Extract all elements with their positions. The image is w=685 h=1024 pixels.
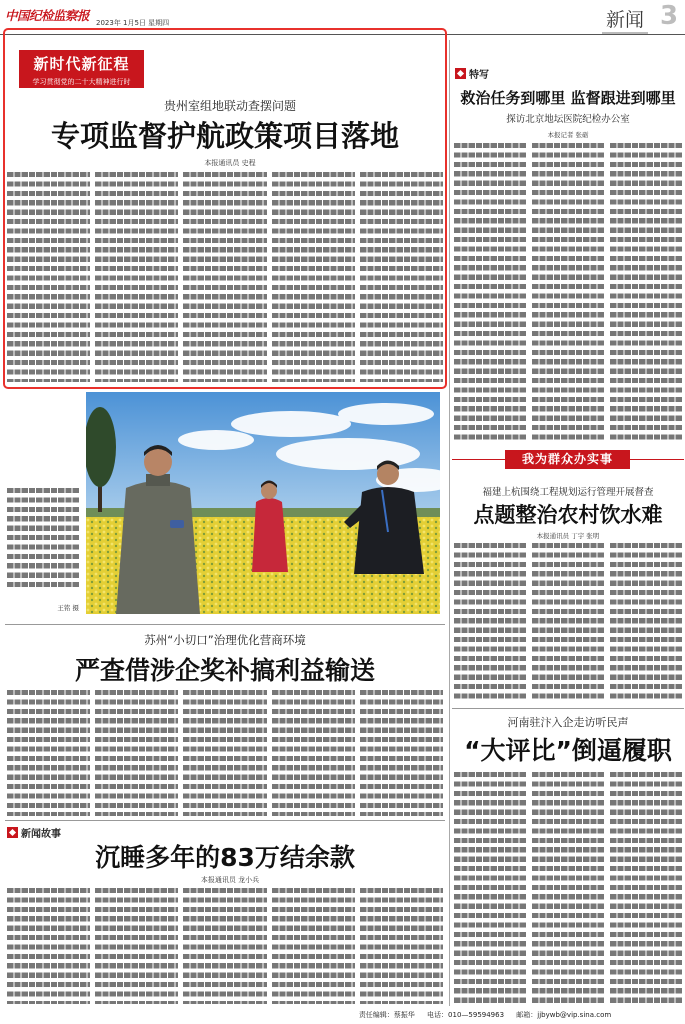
page-footer bbox=[290, 1010, 680, 1020]
column-divider bbox=[449, 40, 450, 1006]
story-section-text: 新闻故事 bbox=[21, 829, 61, 840]
suzhou-kicker: 苏州“小切口”治理优化营商环境 bbox=[144, 633, 306, 647]
photo-illustration bbox=[86, 392, 440, 614]
news-photo bbox=[86, 392, 440, 614]
service-kicker: 福建上杭围绕工程规划运行管理开展督查 bbox=[482, 487, 654, 498]
lead-body bbox=[7, 172, 443, 382]
service-byline: 本报通讯员 丁宇 张明 bbox=[536, 532, 600, 540]
footer-phone: 电话：010—59594963 bbox=[427, 1011, 505, 1019]
henan-headline: “大评比”倒逼履职 bbox=[464, 736, 672, 765]
text-column bbox=[7, 172, 90, 382]
page-number: 3 bbox=[660, 1, 679, 31]
text-column bbox=[454, 543, 527, 703]
story-body bbox=[7, 888, 443, 1004]
footer-editor: 责任编辑：蔡振华 bbox=[358, 1011, 415, 1019]
text-column bbox=[610, 543, 683, 703]
lead-kicker: 贵州室组地联动查摆问题 bbox=[163, 99, 296, 113]
lead-byline: 本报通讯员 史程 bbox=[204, 159, 256, 167]
text-column bbox=[454, 772, 527, 1004]
feature-subheadline: 探访北京地坛医院纪检办公室 bbox=[506, 114, 630, 125]
red-square-icon bbox=[455, 68, 466, 79]
text-column bbox=[532, 143, 605, 441]
section-rule bbox=[5, 624, 445, 625]
text-column bbox=[610, 772, 683, 1004]
feature-section-label bbox=[455, 66, 489, 81]
text-column bbox=[272, 172, 355, 382]
suzhou-headline: 严查借涉企奖补搞利益输送 bbox=[74, 656, 375, 685]
lead-headline: 专项监督护航政策项目落地 bbox=[50, 119, 399, 153]
text-column bbox=[610, 143, 683, 441]
service-body bbox=[454, 543, 683, 703]
text-column bbox=[95, 888, 178, 1004]
feature-body bbox=[454, 143, 683, 441]
text-column bbox=[95, 690, 178, 816]
text-column bbox=[360, 172, 443, 382]
section-rule bbox=[452, 708, 684, 709]
section-rule bbox=[5, 820, 445, 821]
service-banner: 我为群众办实事 bbox=[505, 450, 630, 469]
story-byline: 本报通讯员 龙小兵 bbox=[200, 876, 260, 884]
footer-email: 邮箱：jjbywb@vip.sina.com bbox=[516, 1011, 612, 1019]
text-column bbox=[360, 690, 443, 816]
issue-date: 2023年 1月5日 星期四 bbox=[96, 19, 170, 27]
text-column bbox=[183, 888, 266, 1004]
text-column bbox=[532, 772, 605, 1004]
page-section-name: 新闻 bbox=[602, 5, 648, 34]
column-banner bbox=[19, 50, 144, 88]
text-column bbox=[183, 690, 266, 816]
text-column bbox=[7, 690, 90, 816]
text-column bbox=[532, 543, 605, 703]
column-subtitle: 学习贯彻党的二十大精神进行时 bbox=[32, 78, 131, 86]
feature-byline: 本报记者 张砺 bbox=[547, 131, 589, 139]
service-headline: 点题整治农村饮水难 bbox=[473, 503, 663, 527]
text-column bbox=[272, 690, 355, 816]
text-column bbox=[183, 172, 266, 382]
story-headline: 沉睡多年的83万结余款 bbox=[95, 843, 355, 872]
text-column bbox=[95, 172, 178, 382]
red-square-icon bbox=[7, 827, 18, 838]
henan-body bbox=[454, 772, 683, 1004]
feature-headline: 救治任务到哪里 监督跟进到哪里 bbox=[460, 89, 676, 107]
text-column bbox=[272, 888, 355, 1004]
photo-credit: 王铭 摄 bbox=[57, 604, 79, 612]
photo-caption bbox=[7, 488, 79, 588]
feature-section-text: 特写 bbox=[469, 70, 489, 81]
column-title: 新时代新征程 bbox=[33, 55, 130, 73]
text-column bbox=[454, 143, 527, 441]
suzhou-body bbox=[7, 690, 443, 816]
text-column bbox=[7, 888, 90, 1004]
text-column bbox=[360, 888, 443, 1004]
masthead-logo: 中国纪检监察报 bbox=[5, 8, 90, 23]
henan-kicker: 河南驻汴入企走访听民声 bbox=[507, 716, 629, 729]
